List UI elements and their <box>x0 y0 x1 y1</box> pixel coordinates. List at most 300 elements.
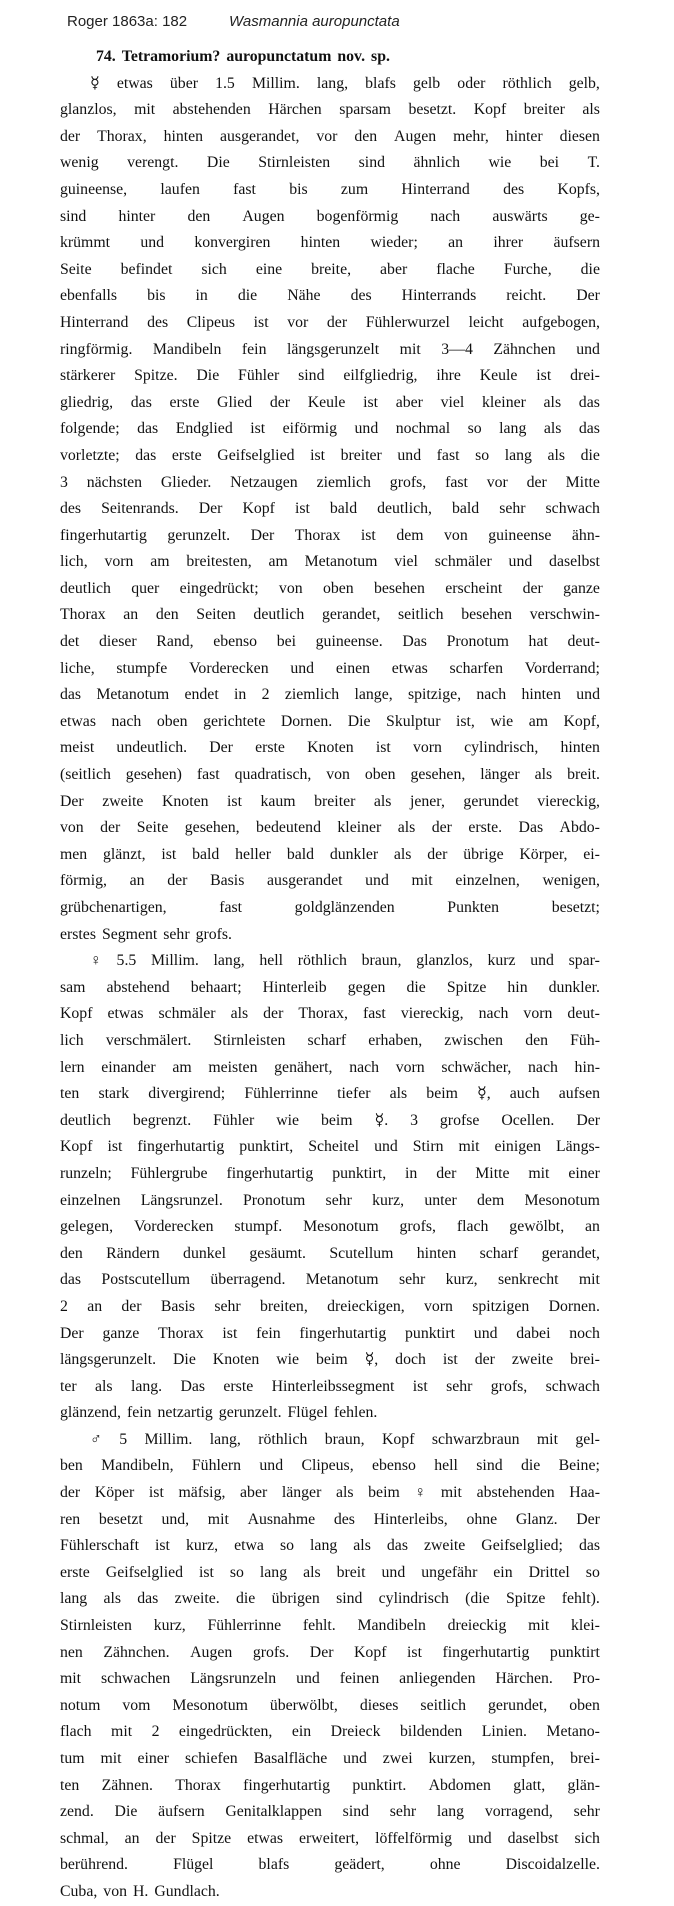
word: als <box>373 792 392 810</box>
text-line <box>60 1241 600 1268</box>
word: gerunzelt. <box>167 526 231 544</box>
word: Dreieck <box>330 1723 381 1741</box>
word: punktirt <box>549 1643 600 1661</box>
text-line <box>60 1028 600 1055</box>
text-line <box>60 310 600 337</box>
word: etwas <box>107 1005 144 1023</box>
word: Stirnleisten <box>60 1617 132 1635</box>
word: Hinterrands <box>401 287 477 305</box>
word: seitlich <box>397 606 444 624</box>
word: das <box>135 446 157 464</box>
word: Hinterleib <box>262 978 327 996</box>
text-line <box>60 1773 600 1800</box>
word: gesehen, <box>184 819 240 837</box>
word: der <box>263 1005 284 1023</box>
word: auswärts <box>492 207 548 225</box>
word: schiefen <box>185 1750 238 1767</box>
word: vorn <box>104 553 134 571</box>
word: sind <box>358 154 385 172</box>
word: lang, <box>316 74 349 92</box>
word: röthlich <box>258 1430 308 1448</box>
word: der <box>155 1829 176 1847</box>
word: Mitte <box>565 473 600 491</box>
word: Mandibeln <box>152 340 222 358</box>
word: einzelnen <box>60 1191 121 1209</box>
word: Zähnen. <box>101 1776 153 1794</box>
word: hinten <box>416 1244 457 1262</box>
word: ☿. <box>374 1111 389 1129</box>
word: Scutellum <box>329 1244 394 1262</box>
word: scharf <box>479 1244 519 1262</box>
word: besetzt. <box>408 101 457 119</box>
word: Metanotum <box>305 1271 379 1289</box>
word: auropunctatum <box>226 48 332 65</box>
word: Geifselglied; <box>481 1537 563 1555</box>
word: Köper <box>94 1484 135 1502</box>
word: mit <box>528 1164 550 1182</box>
word: ten <box>60 1085 80 1103</box>
word: Hinterleibs, <box>373 1510 448 1528</box>
word: ausgerandet, <box>220 127 300 145</box>
word: als <box>582 101 600 119</box>
word: Abdomen <box>428 1776 491 1794</box>
taxon-name: Wasmannia auropunctata <box>229 13 400 30</box>
word: bildenden <box>400 1723 463 1741</box>
word: länger <box>281 1484 322 1502</box>
word: das <box>60 1271 82 1289</box>
word: Millim. <box>251 74 300 92</box>
word: fast <box>196 766 220 784</box>
word: Der <box>576 287 600 305</box>
word: oder <box>457 74 486 92</box>
word: schwachen <box>101 1670 171 1688</box>
word: quer <box>131 579 160 597</box>
text-line <box>60 1560 600 1587</box>
word: so <box>229 1563 244 1581</box>
word: spar- <box>568 952 600 970</box>
word: den <box>155 606 179 624</box>
word: drei- <box>570 367 600 385</box>
word: fein <box>241 340 267 358</box>
text-line <box>60 656 600 683</box>
word: Fühlergrube <box>130 1164 208 1182</box>
word: mäfsig, <box>178 1484 226 1502</box>
word: blafs <box>365 74 396 92</box>
word: nen <box>60 1643 83 1661</box>
word: mit <box>536 1430 558 1448</box>
word: Dornen. <box>548 1297 600 1315</box>
word: sind <box>298 367 325 385</box>
word: Stirn <box>412 1138 444 1156</box>
word: Spitze. <box>134 367 178 385</box>
word: Ausnahme <box>247 1510 316 1528</box>
word: erste <box>169 393 200 411</box>
word: von <box>278 579 303 597</box>
word: grofs, <box>389 473 427 491</box>
word: und <box>259 1457 284 1475</box>
word: als <box>543 420 562 438</box>
word: grofs, <box>490 1377 528 1395</box>
word: besetzt <box>98 1510 143 1528</box>
word: breitesten, <box>186 553 252 571</box>
word: genähert, <box>274 1058 333 1076</box>
word: einander <box>101 1058 156 1076</box>
word: mit <box>207 1510 229 1528</box>
word: schwach <box>545 500 600 518</box>
word: wie <box>490 712 514 730</box>
text-line <box>60 576 600 603</box>
word: der <box>326 313 348 331</box>
word: ringförmig. <box>60 340 133 358</box>
word: am <box>528 712 548 730</box>
word: ist <box>222 1324 238 1342</box>
word: Basalfläche <box>253 1750 328 1767</box>
text-line <box>60 682 600 709</box>
word: Der <box>60 1324 84 1342</box>
word: men <box>60 845 88 863</box>
word: deut- <box>567 1005 600 1023</box>
word: schmäler <box>434 553 492 571</box>
word: T. <box>587 154 600 172</box>
word: Vorderecken <box>189 659 269 677</box>
word: lang <box>310 1537 338 1555</box>
text-line <box>60 1134 600 1161</box>
word: Endglied <box>175 420 233 438</box>
word: scharfen <box>449 659 503 677</box>
word: von <box>444 526 468 544</box>
word: Kopf <box>381 1430 415 1448</box>
word: mit <box>440 1484 462 1502</box>
word: zend. <box>60 1803 94 1821</box>
word: als <box>230 1005 249 1023</box>
word: guineense, <box>60 180 128 198</box>
text-line <box>60 1640 600 1667</box>
word: kleiner <box>482 393 526 411</box>
word: und <box>381 1563 406 1581</box>
text-line <box>60 1347 600 1374</box>
word: punktirt, <box>239 1138 294 1156</box>
word: Spitze <box>191 1829 232 1847</box>
word: Rändern <box>106 1244 160 1262</box>
word: kurz, <box>186 1537 219 1555</box>
word: Die <box>206 154 230 172</box>
word: Hinterleibssegment <box>271 1377 395 1395</box>
word: aufsen <box>558 1085 600 1103</box>
word: Fühlerrinne <box>207 1617 282 1635</box>
word: brei- <box>570 1351 600 1369</box>
word: kleiner <box>337 819 382 837</box>
word: übrigen <box>271 1590 320 1608</box>
word: und <box>354 420 379 438</box>
word: eingedrückten, <box>178 1723 273 1741</box>
word: vorn <box>412 739 442 757</box>
text-line <box>60 204 600 231</box>
word: Längsrunzel. <box>140 1191 223 1209</box>
word: konvergiren <box>194 234 271 252</box>
word: hinten <box>560 739 600 757</box>
word: schmal, <box>60 1829 109 1847</box>
word: Thorax <box>175 1776 221 1794</box>
word: hell <box>259 952 284 970</box>
word: überwölbt, <box>269 1696 338 1714</box>
text-line <box>60 1188 600 1215</box>
word: als <box>393 845 412 863</box>
word: H. <box>133 1882 149 1900</box>
word: ohne <box>466 1510 498 1528</box>
text-line <box>60 124 600 151</box>
word: ist <box>412 1377 428 1395</box>
word: zweite <box>511 1351 554 1369</box>
word: mit <box>399 340 421 358</box>
word: punktirt <box>405 1324 456 1342</box>
word: schwach <box>545 1377 600 1395</box>
word: netzartig <box>157 1404 213 1422</box>
word: Metanotum <box>96 686 170 704</box>
word: laufen <box>160 180 200 198</box>
word: ihre <box>436 367 461 385</box>
word: und <box>290 659 315 677</box>
word: Seite <box>136 819 169 837</box>
word: und <box>374 1138 398 1156</box>
word: als <box>543 393 562 411</box>
word: lange, <box>354 686 393 704</box>
word: stumpf. <box>234 1218 283 1236</box>
word: dunkler <box>329 845 379 863</box>
word: dieser <box>98 633 137 651</box>
word: mit <box>528 1617 550 1635</box>
word: lang. <box>130 1377 163 1395</box>
word: hinter <box>118 207 156 225</box>
word: gerandet, <box>321 606 381 624</box>
word: ist <box>310 446 325 464</box>
word: Punkten <box>447 899 500 916</box>
word: bis <box>289 180 308 198</box>
word: der <box>522 579 543 597</box>
word: cylindrisch <box>378 1590 449 1608</box>
word: sehr <box>214 1297 241 1315</box>
word: etwas <box>247 1829 284 1847</box>
word: der <box>436 1164 457 1182</box>
word: fehlt. <box>302 1617 336 1635</box>
word: Zähnchen <box>493 340 556 358</box>
word: stumpfen, <box>491 1750 555 1767</box>
word: dunkler. <box>548 978 600 996</box>
word: Hinterrand <box>401 180 470 198</box>
word: Discoidalzelle. <box>505 1856 600 1874</box>
word: der <box>60 127 81 145</box>
word: dreieckigen, <box>327 1297 405 1315</box>
word: Linien. <box>481 1723 527 1741</box>
word: Spitze <box>505 1590 546 1608</box>
word: bald <box>286 845 315 863</box>
word: röthlich <box>297 952 347 970</box>
word: von <box>326 766 350 784</box>
word: erscheint <box>445 579 503 597</box>
word: bald <box>451 500 480 518</box>
word: sind <box>60 207 87 225</box>
word: Mitte <box>475 1164 510 1182</box>
word: längsgerunzelt <box>287 340 380 358</box>
word: und <box>365 872 389 890</box>
word: dreieckig <box>447 1617 507 1635</box>
word: der <box>427 845 448 863</box>
word: die <box>580 260 600 278</box>
word: fehlt). <box>561 1590 600 1608</box>
word: nach <box>528 1058 558 1076</box>
text-line <box>60 257 600 284</box>
word: breiter <box>314 792 356 810</box>
word: viel <box>440 393 465 411</box>
word: 3 <box>60 473 68 491</box>
word: krümmt <box>60 234 111 252</box>
word: dabei <box>516 1324 551 1342</box>
text-line <box>60 97 600 124</box>
word: ausgerandet <box>267 872 343 890</box>
word: zweite. <box>174 1590 220 1608</box>
text-line <box>60 177 600 204</box>
word: sehr <box>573 1803 600 1821</box>
word: grübchenartigen, <box>60 899 167 916</box>
word: ganze <box>102 1324 140 1342</box>
word: als <box>335 1484 354 1502</box>
word: grofse <box>439 1111 480 1129</box>
word: nächsten <box>86 473 143 491</box>
word: der <box>60 1484 81 1502</box>
word: stärkerer <box>60 367 116 385</box>
word: einzelnen, <box>455 872 520 890</box>
word: an <box>87 1297 103 1315</box>
word: des <box>333 1510 355 1528</box>
word: fingerhutartig <box>60 526 147 544</box>
word: kurz <box>487 952 516 970</box>
word: quadratisch, <box>234 766 312 784</box>
text-line <box>60 629 600 656</box>
word: und <box>508 553 533 571</box>
word: so <box>585 1563 600 1581</box>
word: aber <box>240 1484 268 1502</box>
word: lang <box>436 1803 465 1821</box>
word: ebenso <box>213 633 258 651</box>
word: punktirt. <box>352 1776 407 1794</box>
word: Fühlerrinne <box>244 1085 319 1103</box>
word: Körper, <box>519 845 568 863</box>
word: Millim. <box>144 1430 193 1448</box>
word: hell <box>434 1457 458 1475</box>
word: bald <box>329 500 358 518</box>
word: ihrer <box>493 234 524 252</box>
word: nochmal <box>395 420 451 438</box>
word: ☿, <box>477 1085 491 1103</box>
word: Knoten <box>161 792 209 810</box>
word: verschwin- <box>529 606 600 624</box>
word: Mesonotum <box>172 1696 248 1714</box>
text-line <box>60 1161 600 1188</box>
word: ist <box>536 367 552 385</box>
word: wie <box>488 154 512 172</box>
text-line <box>60 1480 600 1507</box>
citation-label: Roger 1863a: 182 <box>67 13 188 30</box>
word: Augen <box>190 1643 233 1661</box>
word: aber <box>380 260 408 278</box>
word: Flügel <box>287 1404 328 1422</box>
word: beim <box>368 1484 400 1502</box>
species-heading <box>60 44 600 71</box>
word: Das <box>180 1377 206 1395</box>
word: und <box>140 234 165 252</box>
word: sich <box>574 1829 600 1847</box>
word: ♂ <box>90 1430 102 1448</box>
word: gesäumt. <box>249 1244 306 1262</box>
word: beim <box>320 1111 353 1129</box>
word: mit <box>578 1271 600 1289</box>
word: als <box>353 1537 371 1555</box>
word: blafs <box>258 1856 290 1874</box>
word: ebenfalls <box>60 287 118 305</box>
word: mit <box>111 1723 133 1741</box>
word: Clipeus <box>186 313 236 331</box>
word: bald <box>192 845 220 863</box>
word: divergirend; <box>148 1085 226 1103</box>
word: als <box>397 819 416 837</box>
word: breiter <box>523 101 565 119</box>
word: gesehen) <box>125 766 182 784</box>
word: glatt, <box>513 1776 546 1794</box>
word: 2 <box>60 1297 68 1315</box>
word: Skulptur <box>386 712 441 730</box>
word: überragend. <box>210 1271 286 1289</box>
word: deut- <box>567 633 600 651</box>
word: an <box>123 606 139 624</box>
word: Netzaugen <box>230 473 298 491</box>
word: Kopf, <box>563 712 600 730</box>
word: fast <box>362 1005 386 1023</box>
word: daselbst <box>507 1829 559 1847</box>
text-line <box>60 390 600 417</box>
word: Keule <box>307 393 346 411</box>
word: hat <box>528 633 548 651</box>
word: Flügel <box>173 1856 214 1874</box>
text-line <box>60 443 600 470</box>
word: bis <box>147 287 166 305</box>
word: fast <box>445 473 468 491</box>
word: Abdo- <box>559 819 600 837</box>
word: auch <box>509 1085 540 1103</box>
word: Dornen. <box>280 712 333 730</box>
word: und <box>296 1670 320 1688</box>
word: Das <box>518 819 544 837</box>
word: bedeutend <box>256 819 321 837</box>
text-line <box>60 416 600 443</box>
word: oben <box>322 579 354 597</box>
word: länger <box>480 766 520 784</box>
word: Glied <box>217 393 253 411</box>
word: äufsern <box>553 234 600 252</box>
word: sind <box>336 1590 363 1608</box>
word: Mesonotum <box>524 1191 600 1209</box>
word: das <box>60 686 82 704</box>
word: ☿ <box>90 74 100 92</box>
word: feinen <box>339 1670 380 1688</box>
word: ist <box>253 313 269 331</box>
word: lern <box>60 1058 85 1076</box>
word: Ocellen. <box>501 1111 555 1129</box>
text-line <box>60 470 600 497</box>
word: grofs, <box>399 1218 436 1236</box>
word: reicht. <box>506 287 547 305</box>
page-header <box>67 13 627 33</box>
word: äufsern <box>158 1803 205 1821</box>
word: sehr <box>398 1271 426 1289</box>
